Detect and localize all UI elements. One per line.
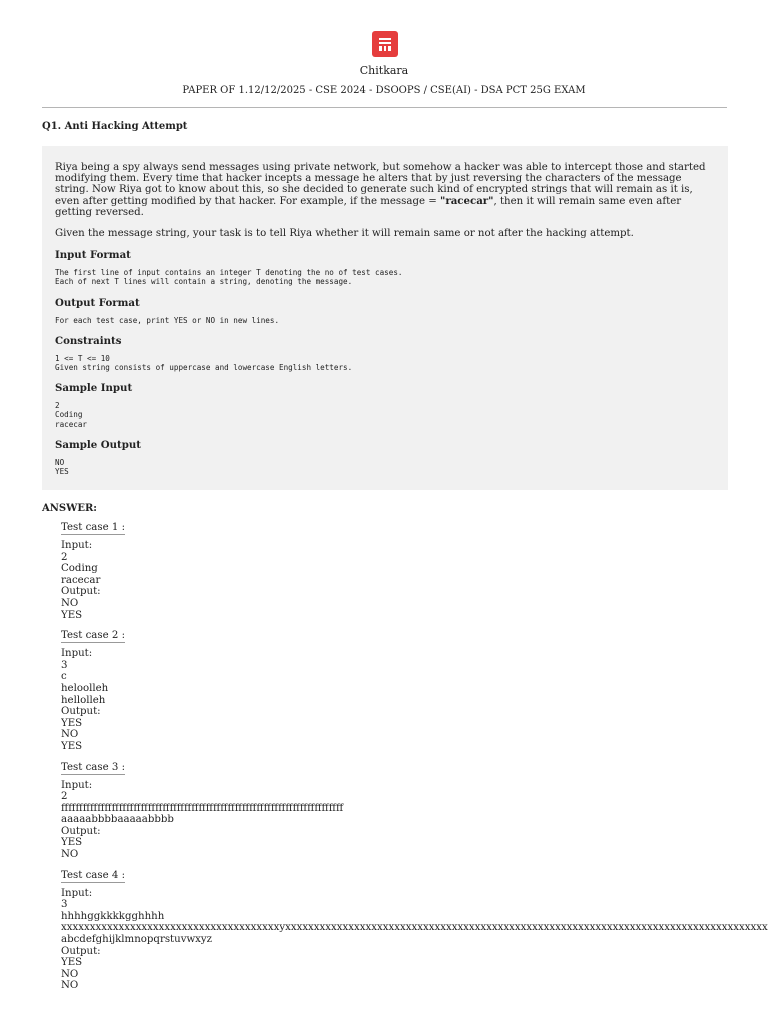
- test-cases: [61, 522, 768, 1001]
- question-description: Riya being a spy always send messages using private network, but somehow a hacker was able to intercept those and started modifying them. Every time that hacker incepts a message he alters that by just reversing the characters of the message string. Now Riya got to know about this, so she decided to generate such kind of encrypted strings that will remain as it is, even after getting modified by that hacker. For example, if the message = "racecar", then it will remain same even after getting reversed.: [55, 162, 706, 218]
- input-format-text: The first line of input contains an integer T denoting the no of test cases. Each of next T lines will contain a string, denoting the message.: [55, 268, 403, 287]
- test-case-3: [61, 762, 768, 861]
- question-title: Q1. Anti Hacking Attempt: [42, 121, 188, 132]
- test-case-line: YES: [61, 837, 83, 849]
- test-case-line: 2: [61, 791, 68, 803]
- question-task: Given the message string, your task is to tell Riya whether it will remain same or not after the hacking attempt.: [55, 228, 634, 240]
- test-case-title: Test case 4 :: [61, 869, 126, 881]
- test-case-line: NO: [61, 968, 79, 980]
- test-case-line: heloolleh: [61, 682, 109, 694]
- input-format-heading: Input Format: [55, 249, 131, 262]
- test-case-1: [61, 522, 768, 621]
- answer-label: ANSWER:: [42, 503, 97, 514]
- output-format-heading: Output Format: [55, 296, 140, 309]
- test-case-2: [61, 630, 768, 752]
- test-case-line: Output:: [61, 825, 101, 837]
- test-case-line: Input:: [61, 648, 93, 660]
- test-case-line: YES: [61, 609, 83, 621]
- test-case-line: 3: [61, 659, 68, 671]
- test-case-line: YES: [61, 957, 83, 969]
- sample-output-heading: Sample Output: [55, 438, 141, 451]
- test-case-line: abcdefghijklmnopqrstuvwxyz: [61, 934, 213, 946]
- test-case-line: Output:: [61, 706, 101, 718]
- test-case-line: YES: [61, 740, 83, 752]
- test-case-title: Test case 1 :: [61, 522, 126, 533]
- test-case-line: c: [61, 671, 67, 683]
- test-case-title: Test case 2 :: [61, 630, 126, 642]
- header-divider: [42, 107, 727, 108]
- sample-input-text: 2 Coding racecar: [55, 401, 88, 429]
- test-case-line: aaaaabbbbaaaaabbbb: [61, 814, 174, 826]
- test-case-line: Input:: [61, 779, 93, 791]
- test-case-line: NO: [61, 849, 79, 861]
- test-case-line: Output:: [61, 945, 101, 957]
- test-case-line: NO: [61, 729, 79, 741]
- test-case-line: 3: [61, 899, 68, 911]
- test-case-line: NO: [61, 980, 79, 992]
- test-case-line: racecar: [61, 574, 101, 586]
- constraints-heading: Constraints: [55, 334, 122, 347]
- sample-output-text: NO YES: [55, 457, 69, 477]
- org-name: Chitkara: [359, 64, 409, 77]
- constraints-text: 1 <= T <= 10 Given string consists of uppercase and lowercase English letters.: [55, 353, 353, 373]
- test-case-line: Input:: [61, 887, 93, 899]
- paper-title: PAPER OF 1.12/12/2025 - CSE 2024 - DSOOPS / CSE(AI) - DSA PCT 25G EXAM: [182, 85, 586, 96]
- question-box: [42, 146, 728, 490]
- test-case-line: Coding: [61, 563, 98, 575]
- test-case-line: Input:: [61, 540, 93, 551]
- test-case-line: YES: [61, 717, 83, 729]
- test-case-line: NO: [61, 597, 79, 609]
- example-word: "racecar": [440, 194, 494, 207]
- chitkara-logo-icon: [372, 31, 398, 57]
- test-case-line: Output:: [61, 586, 101, 598]
- sample-input-heading: Sample Input: [55, 382, 133, 395]
- test-case-title: Test case 3 :: [61, 761, 126, 773]
- output-format-text: For each test case, print YES or NO in new lines.: [55, 315, 280, 325]
- test-case-4: [61, 870, 768, 992]
- test-case-line: hhhhggkkkkgghhhh: [61, 910, 165, 922]
- test-case-line: xxxxxxxxxxxxxxxxxxxxxxxxxxxxxxxxxxxxxxyxxxxxxxxxxxxxxxxxxxxxxxxxxxxxxxxxxxxxxxxxxxxxxxxxxxxxxxxxxxxxxxxxxxxxxxxxxxxxxxxxxxx: [61, 922, 768, 934]
- test-case-line: 2: [61, 551, 68, 563]
- test-case-line: hellolleh: [61, 694, 106, 706]
- test-case-line: ffffffffffffffffffffffffffffffffffffffffffffffffffffffffffffffffffffffffffffff: [61, 802, 344, 814]
